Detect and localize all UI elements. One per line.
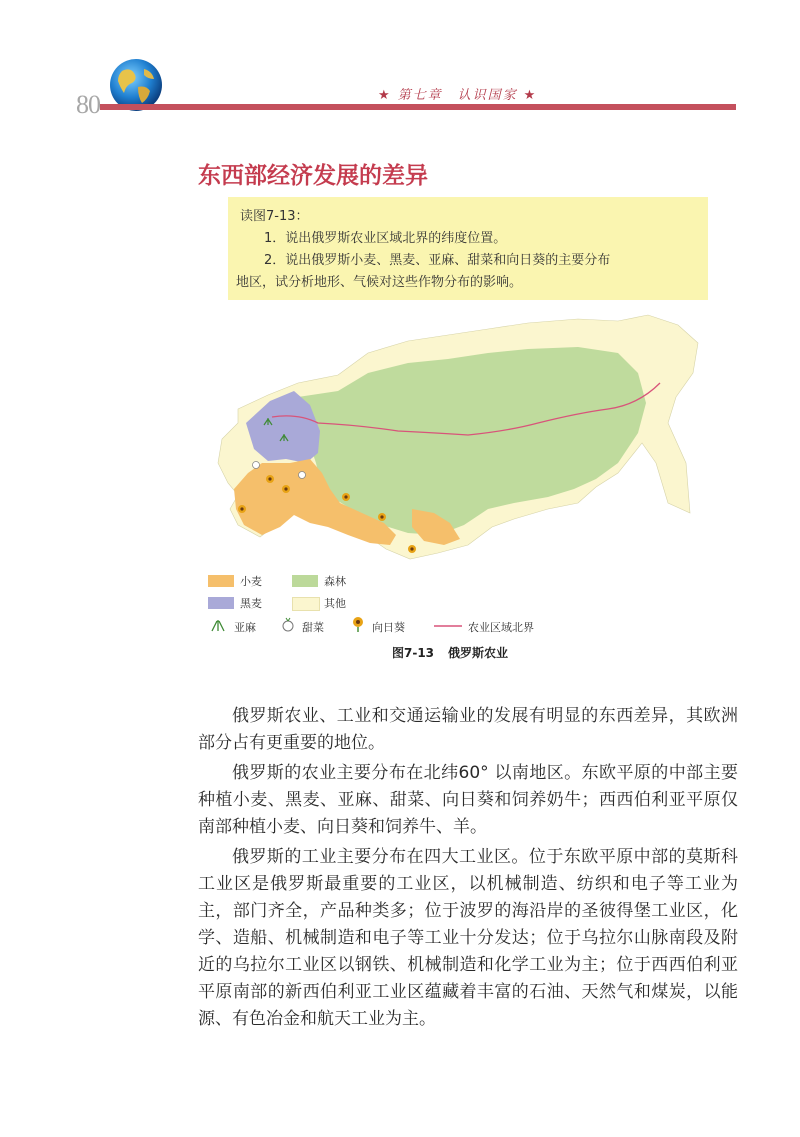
flax-icon <box>208 618 228 632</box>
paragraph-3: 俄罗斯的工业主要分布在四大工业区。位于东欧平原中部的莫斯科工业区是俄罗斯最重要的工业区，以机械制造、纺织和电子等工业为主，部门齐全，产品种类多；位于波罗的海沿岸的圣彼得堡工业区，化学、造船、机械制造和电子等工业十分发达；位于乌拉尔山脉南段及附近的乌拉尔工业区以钢铁、机械制造和化学工业为主；位于西西伯利亚平原南部的新西伯利亚工业区蕴藏着丰富的石油、天然气和煤炭，以能源、有色冶金和航天工业为主。 <box>198 847 738 1029</box>
paragraph-1: 俄罗斯农业、工业和交通运输业的发展有明显的东西差异，其欧洲部分占有更重要的地位。 <box>198 706 738 753</box>
figure-number: 图7-13 <box>392 646 435 660</box>
star-icon: ★ <box>523 88 538 103</box>
chapter-title <box>372 84 543 103</box>
section-heading: 东西部经济发展的差异 <box>198 163 428 189</box>
sunflower-icon <box>350 615 366 633</box>
page-number: 80 <box>76 90 100 119</box>
star-icon: ★ <box>378 88 392 103</box>
page-header <box>0 0 800 130</box>
header-rule <box>100 104 736 110</box>
legend-label-sunflower: 向日葵 <box>372 621 405 634</box>
russia-agriculture-map <box>198 313 708 573</box>
activity-question-2-line2: 地区，试分析地形、气候对这些作物分布的影响。 <box>236 275 523 290</box>
legend-label-forest: 森林 <box>324 575 346 588</box>
figure-title: 俄罗斯农业 <box>448 646 509 660</box>
figure-caption <box>392 644 508 661</box>
boundary-line-icon <box>434 624 462 628</box>
activity-question-1: 1．说出俄罗斯农业区域北界的纬度位置。 <box>264 231 507 246</box>
activity-question-2-line1: 2．说出俄罗斯小麦、黑麦、亚麻、甜菜和向日葵的主要分布 <box>264 253 611 268</box>
legend-swatch-forest <box>292 575 318 587</box>
beet-icon <box>280 617 296 633</box>
legend-label-rye: 黑麦 <box>240 597 262 610</box>
map-legend <box>198 570 708 640</box>
legend-swatch-other <box>292 597 320 611</box>
legend-label-northern-boundary: 农业区域北界 <box>468 621 534 634</box>
legend-label-other: 其他 <box>324 597 346 610</box>
activity-box <box>228 197 708 300</box>
legend-label-wheat: 小麦 <box>240 575 262 588</box>
activity-intro: 读图7-13： <box>240 209 309 224</box>
legend-swatch-wheat <box>208 575 234 587</box>
legend-label-flax: 亚麻 <box>234 621 256 634</box>
chapter-title-text: 第七章 认识国家 <box>397 88 518 103</box>
paragraph-2: 俄罗斯的农业主要分布在北纬60° 以南地区。东欧平原的中部主要种植小麦、黑麦、亚麻、甜菜、向日葵和饲养奶牛；西西伯利亚平原仅南部种植小麦、向日葵和饲养牛、羊。 <box>198 763 738 837</box>
legend-label-beet: 甜菜 <box>302 621 324 634</box>
body-text <box>198 703 738 1036</box>
legend-swatch-rye <box>208 597 234 609</box>
